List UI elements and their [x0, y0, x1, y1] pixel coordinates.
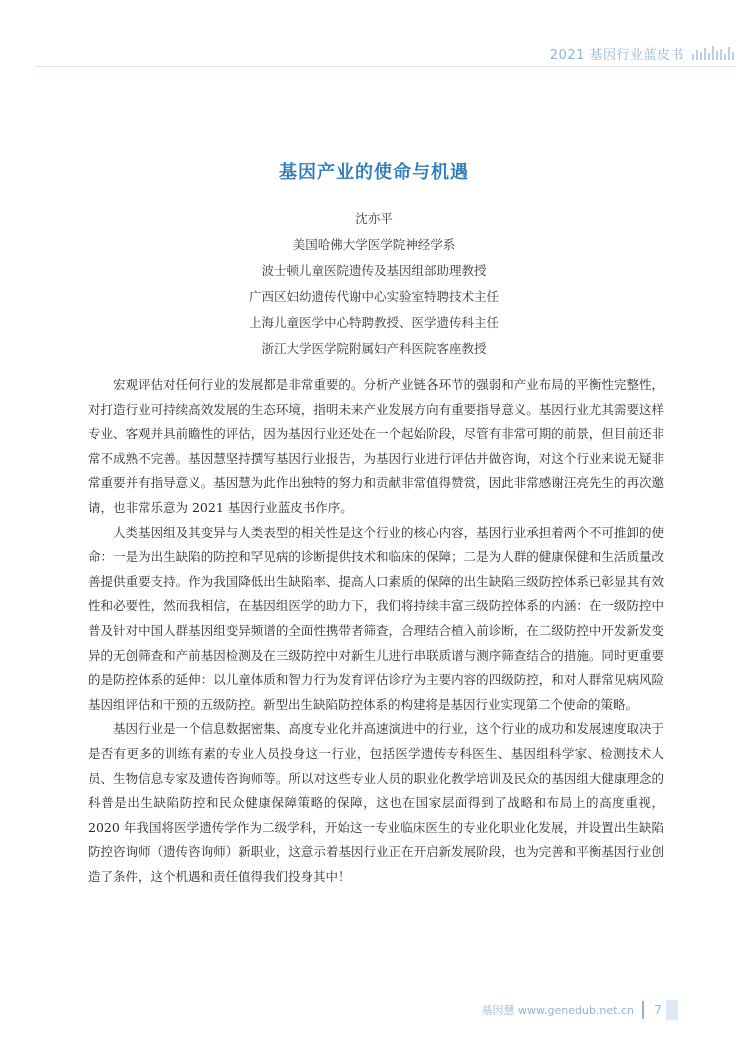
footer-separator [642, 1001, 644, 1019]
running-header [550, 42, 736, 64]
body-paragraph: 宏观评估对任何行业的发展都是非常重要的。分析产业链各环节的强弱和产业布局的平衡性完整性，对打造行业可持续高效发展的生态环境，指明未来产业发展方向有重要指导意义。基因行业尤其需要这样专业、客观并具前瞻性的评估，因为基因行业还处在一个起始阶段，尽管有非常可期的前景，但目前还非常不成熟不完善。基因慧坚持撰写基因行业报告，为基因行业进行评估并做咨询，对这个行业来说无疑非常重要并有指导意义。基因慧为此作出独特的努力和贡献非常值得赞赏，因此非常感谢汪亮先生的再次邀请，也非常乐意为 2021 基因行业蓝皮书作序。 [88, 377, 664, 515]
affiliation: 美国哈佛大学医学院神经学系 [292, 237, 456, 252]
affiliation: 波士顿儿童医院遗传及基因组部助理教授 [261, 263, 487, 278]
body-paragraph: 人类基因组及其变异与人类表型的相关性是这个行业的核心内容，基因行业承担着两个不可推卸的使命：一是为出生缺陷的防控和罕见病的诊断提供技术和临床的保障；二是为人群的健康保健和生活质量改善提供重要支持。作为我国降低出生缺陷率、提高人口素质的保障的出生缺陷三级防控体系已彰显其有效性和必要性，然而我相信，在基因组医学的助力下，我们将持续丰富三级防控体系的内涵：在一级防控中普及针对中国人群基因组变异频谱的全面性携带者筛查，合理结合植入前诊断，在二级防控中开发新发变异的无创筛查和产前基因检测及在三级防控中对新生儿进行串联质谱与测序筛查结合的措施。同时更重要的是防控体系的延伸：以儿童体质和智力行为发育评估诊疗为主要内容的四级防控，和对人群常见病风险基因组评估和干预的五级防控。新型出生缺陷防控体系的构建将是基因行业实现第二个使命的策略。 [88, 524, 664, 712]
author-block [0, 206, 748, 362]
article-body [88, 373, 664, 889]
affiliation: 上海儿童医学中心特聘教授、医学遗传科主任 [248, 315, 499, 330]
body-paragraph: 基因行业是一个信息数据密集、高度专业化并高速演进中的行业，这个行业的成功和发展速度取决于是否有更多的训练有素的专业人员投身这一行业，包括医学遗传专科医生、基因组科学家、检测技术人员、生物信息专家及遗传咨询师等。所以对这些专业人员的职业化教学培训及民众的基因组大健康理念的科普是出生缺陷防控和民众健康保障策略的保障，这也在国家层面得到了战略和布局上的高度重视，2020 年我国将医学遗传学作为二级学科，开始这一专业临床医生的专业化职业化发展，并设置出生缺陷防控咨询师（遗传咨询师）新职业，这意示着基因行业正在开启新发展阶段，也为完善和平衡基因行业创造了条件，这个机遇和责任值得我们投身其中！ [88, 721, 664, 884]
header-divider [35, 66, 736, 67]
page-footer [482, 1001, 666, 1019]
affiliation: 浙江大学医学院附属妇产科医院客座教授 [261, 341, 487, 356]
affiliation: 广西区妇幼遗传代谢中心实验室特聘技术主任 [248, 289, 499, 304]
footer-site-link[interactable]: 基因慧 www.genedub.net.cn [481, 1004, 634, 1017]
footer-accent-block [666, 1000, 678, 1020]
author-name: 沈亦平 [355, 211, 393, 226]
running-header-title: 2021 基因行业蓝皮书 [549, 47, 684, 63]
page-number: 7 [654, 1003, 662, 1017]
article-title: 基因产业的使命与机遇 [279, 162, 469, 183]
barcode-decoration-icon [692, 46, 736, 60]
